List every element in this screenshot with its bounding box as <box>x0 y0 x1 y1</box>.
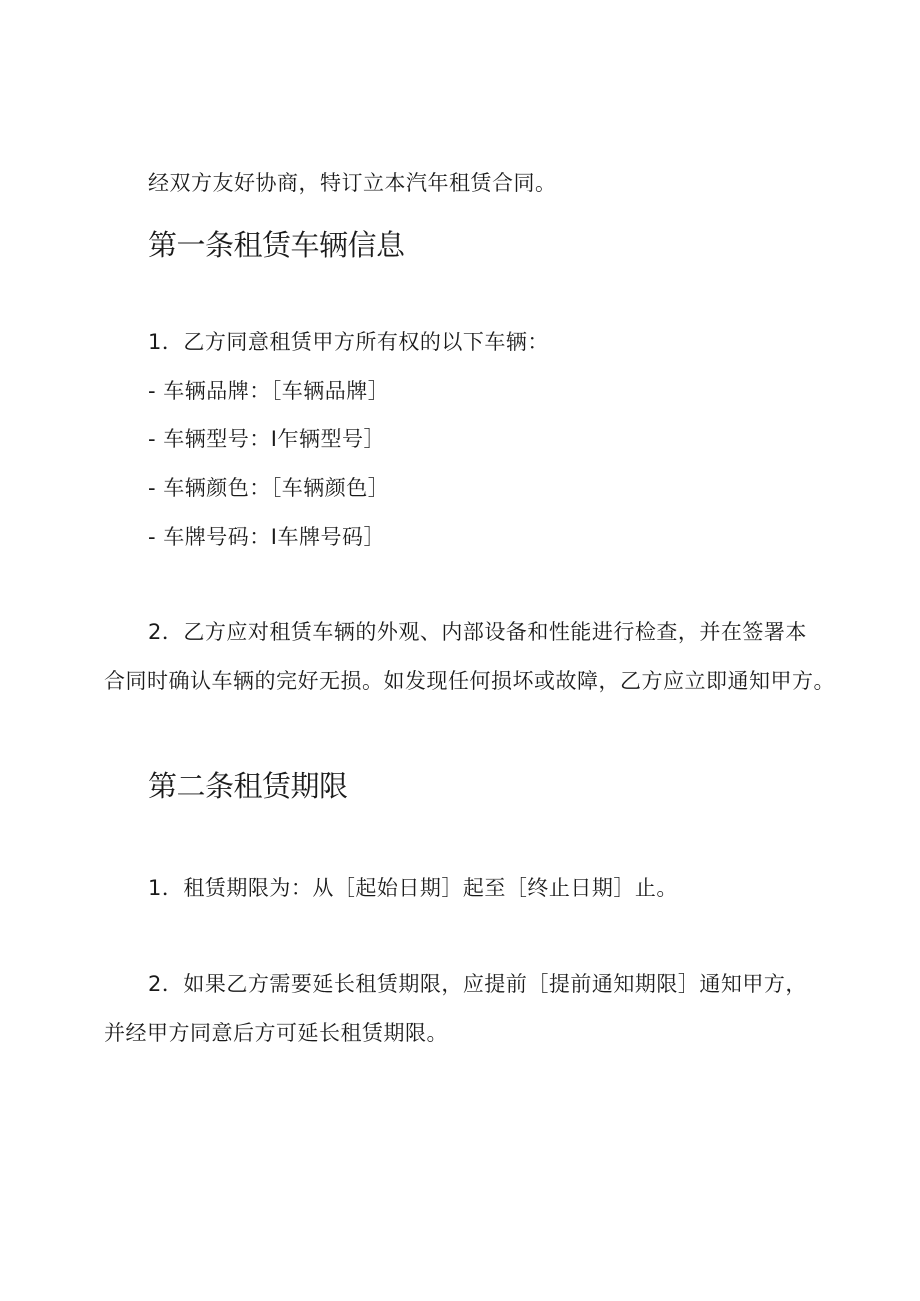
article-1-heading: 第一条租赁车辆信息 <box>148 228 405 262</box>
vehicle-brand-field: - 车辆品牌：［车辆品牌］ <box>148 379 390 403</box>
article-2-item-1: 1．租赁期限为：从［起始日期］起至［终止日期］止。 <box>148 876 678 900</box>
article-2-item-2-line-2: 并经甲方同意后方可延长租赁期限。 <box>104 1021 448 1045</box>
article-1-item-2-line-2: 合同时确认车辆的完好无损。如发现任何损坏或故障，乙方应立即通知甲方。 <box>104 669 835 693</box>
article-1-item-2-line-1: 2．乙方应对租赁车辆的外观、内部设备和性能进行检查，并在签署本 <box>148 620 807 644</box>
license-plate-field: - 车牌号码：I车牌号码］ <box>148 525 385 549</box>
intro-text: 经双方友好协商，特订立本汽年租赁合同。 <box>148 171 557 195</box>
article-2-item-2-line-1: 2．如果乙方需要延长租赁期限，应提前［提前通知期限］通知甲方， <box>148 972 807 996</box>
vehicle-model-field: - 车辆型号：I乍辆型号］ <box>148 427 385 451</box>
article-2-heading: 第二条租赁期限 <box>148 769 348 803</box>
article-1-item-1: 1．乙方同意租赁甲方所有权的以下车辆： <box>148 330 549 354</box>
vehicle-color-field: - 车辆颜色：［车辆颜色］ <box>148 476 390 500</box>
